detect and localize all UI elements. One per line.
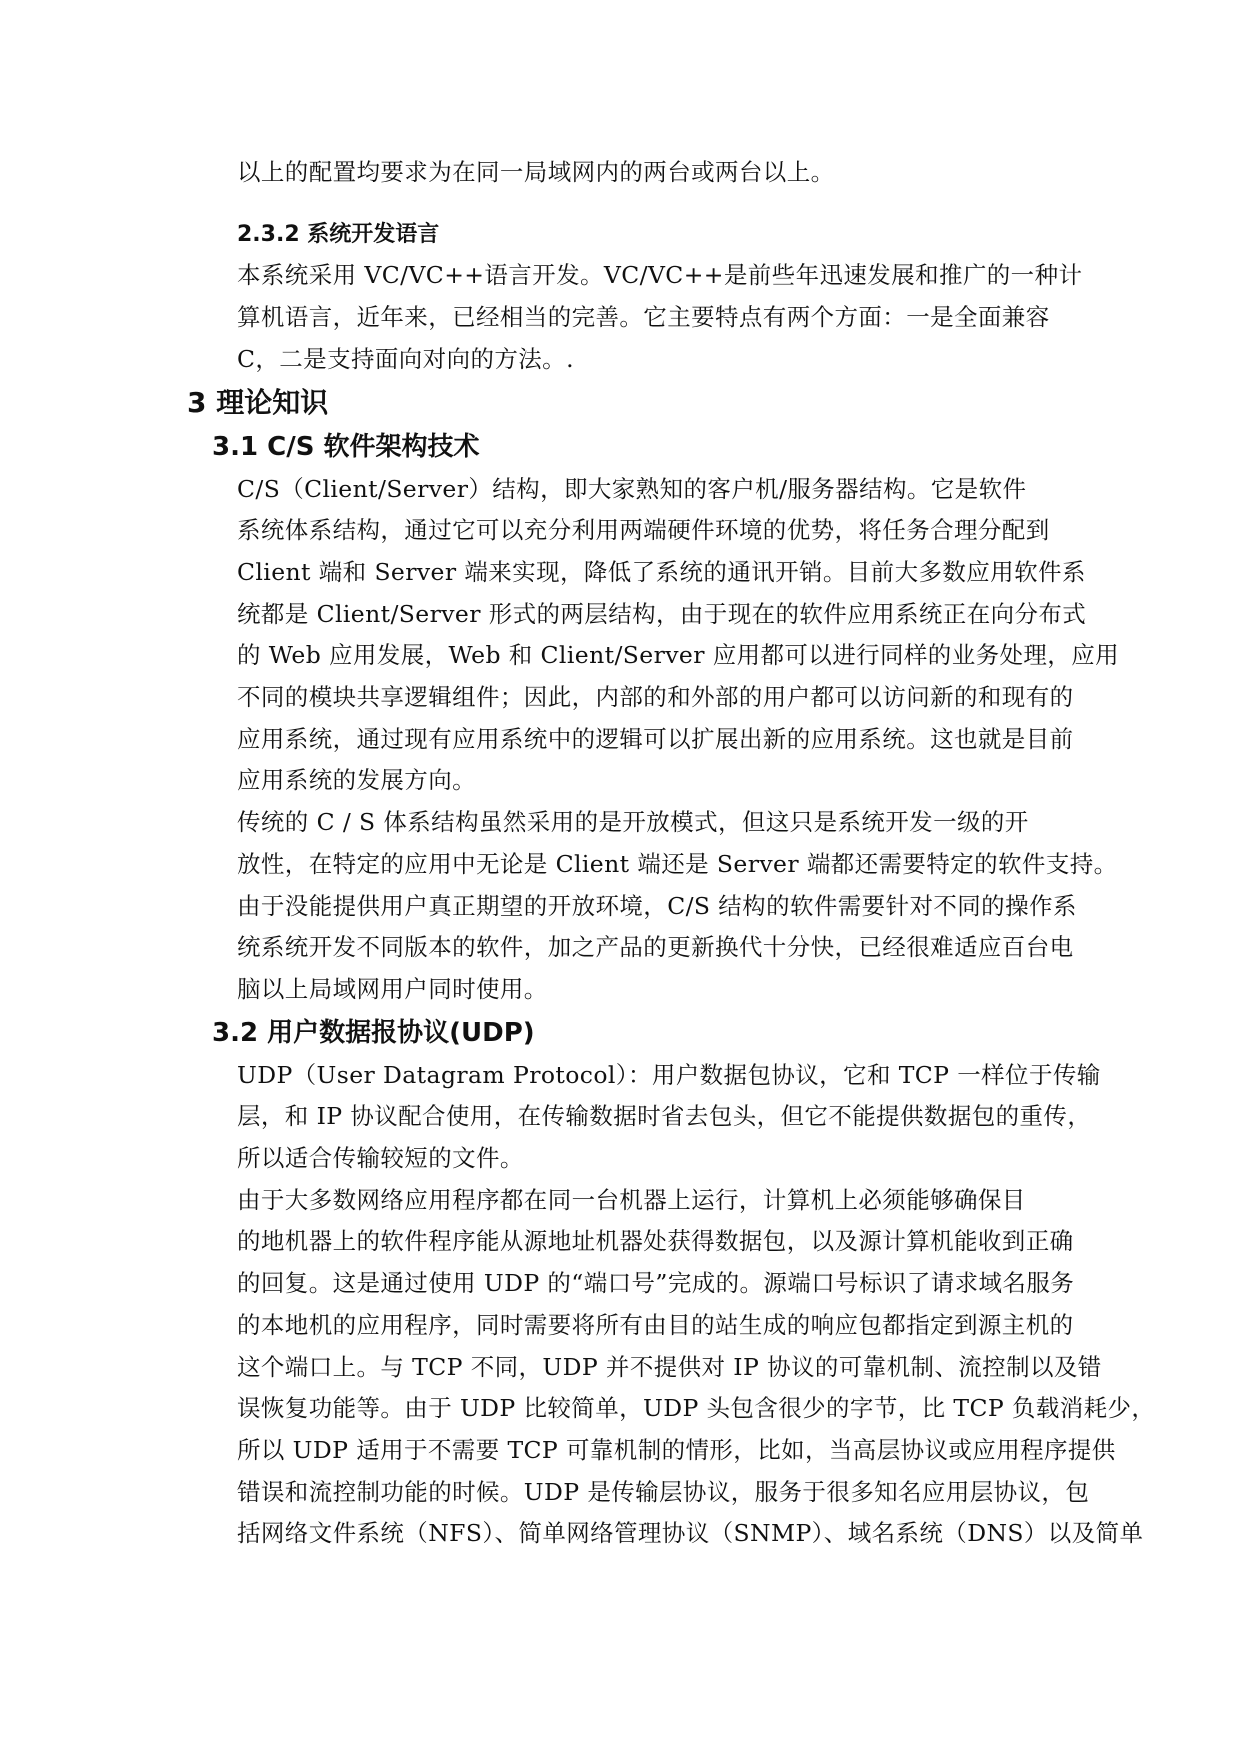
text-line: 统都是 Client/Server 形式的两层结构，由于现在的软件应用系统正在向分布式 — [237, 599, 1087, 628]
text-line: 的地机器上的软件程序能从源地址机器处获得数据包，以及源计算机能收到正确 — [237, 1227, 1074, 1256]
text-line: 系统体系结构，通过它可以充分利用两端硬件环境的优势，将任务合理分配到 — [237, 516, 1050, 545]
text-line: 本系统采用 VC/VC++语言开发。VC/VC++是前些年迅速发展和推广的一种计 — [237, 261, 1083, 290]
text-line: 错误和流控制功能的时候。UDP 是传输层协议，服务于很多知名应用层协议，包 — [237, 1477, 1090, 1506]
text-line: 应用系统的发展方向。 — [237, 766, 476, 795]
paragraph-udp-intro — [187, 1055, 1101, 1180]
text-line: 所以适合传输较短的文件。 — [237, 1144, 524, 1173]
text-line: C，二是支持面向对向的方法。. — [237, 344, 574, 373]
subsection-heading-2-3-2: 2.3.2 系统开发语言 — [237, 221, 440, 247]
text-line: Client 端和 Server 端来实现，降低了系统的通讯开销。目前大多数应用软件系 — [237, 557, 1086, 586]
text-line: C/S（Client/Server）结构，即大家熟知的客户机/服务器结构。它是软件 — [237, 474, 1027, 503]
text-line: 脑以上局域网用户同时使用。 — [237, 974, 548, 1003]
text-line: 由于大多数网络应用程序都在同一台机器上运行，计算机上必须能够确保目 — [237, 1185, 1026, 1214]
text-line: 的本地机的应用程序，同时需要将所有由目的站生成的响应包都指定到源主机的 — [237, 1310, 1074, 1339]
section-heading-3-1: 3.1 C/S 软件架构技术 — [212, 431, 480, 462]
text-line: 放性，在特定的应用中无论是 Client 端还是 Server 端都还需要特定的软件支持。 — [237, 849, 1118, 878]
text-line: 不同的模块共享逻辑组件；因此，内部的和外部的用户都可以访问新的和现有的 — [237, 683, 1074, 712]
paragraph-cs-architecture — [187, 469, 1119, 803]
text-line: 算机语言，近年来，已经相当的完善。它主要特点有两个方面：一是全面兼容 — [237, 303, 1050, 332]
section-heading-3: 3 理论知识 — [187, 385, 329, 419]
text-line: 层，和 IP 协议配合使用，在传输数据时省去包头，但它不能提供数据包的重传， — [237, 1102, 1092, 1131]
text-line: 括网络文件系统（NFS）、简单网络管理协议（SNMP）、域名系统（DNS）以及简单 — [237, 1519, 1144, 1548]
paragraph-config — [187, 152, 1057, 194]
paragraph-dev-language — [187, 255, 1083, 380]
page-content — [187, 152, 1156, 1555]
text-line: 传统的 C / S 体系结构虽然采用的是开放模式，但这只是系统开发一级的开 — [237, 808, 1029, 837]
text-line: 误恢复功能等。由于 UDP 比较简单，UDP 头包含很少的字节，比 TCP 负载消耗少， — [237, 1394, 1156, 1423]
text-line: 由于没能提供用户真正期望的开放环境，C/S 结构的软件需要针对不同的操作系 — [237, 891, 1077, 920]
paragraph-cs-traditional — [187, 802, 1118, 1011]
text-line: 这个端口上。与 TCP 不同，UDP 并不提供对 IP 协议的可靠机制、流控制以及错 — [237, 1352, 1102, 1381]
text-line: 应用系统，通过现有应用系统中的逻辑可以扩展出新的应用系统。这也就是目前 — [237, 724, 1074, 753]
paragraph-udp-ports — [187, 1180, 1156, 1555]
text-line: 所以 UDP 适用于不需要 TCP 可靠机制的情形，比如，当高层协议或应用程序提供 — [237, 1435, 1116, 1464]
text-line: 的 Web 应用发展，Web 和 Client/Server 应用都可以进行同样的业务处理，应用 — [237, 641, 1119, 670]
text-line: 统系统开发不同版本的软件，加之产品的更新换代十分快，已经很难适应百台电 — [237, 933, 1074, 962]
text-line: UDP（User Datagram Protocol）：用户数据包协议，它和 TCP 一样位于传输 — [237, 1060, 1101, 1089]
spacer — [187, 194, 1057, 214]
text-line: 以上的配置均要求为在同一局域网内的两台或两台以上。 — [237, 158, 835, 186]
text-line: 的回复。这是通过使用 UDP 的“端口号”完成的。源端口号标识了请求域名服务 — [237, 1269, 1075, 1298]
section-heading-3-2: 3.2 用户数据报协议(UDP) — [212, 1017, 535, 1048]
